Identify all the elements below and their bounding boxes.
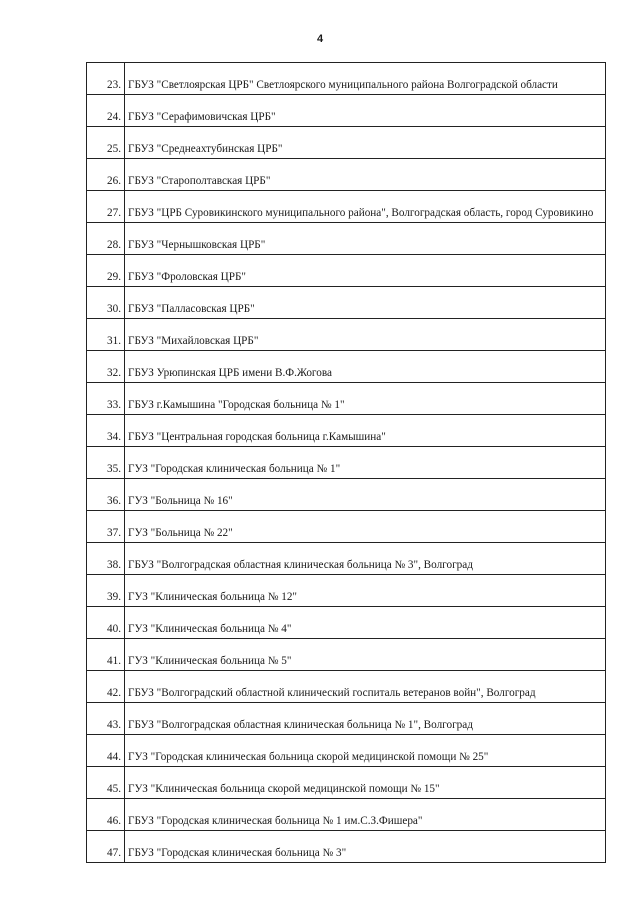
row-number: 31.	[87, 319, 125, 351]
table-row	[87, 543, 606, 575]
page-number: 4	[316, 33, 324, 45]
institution-name-cell	[125, 319, 606, 351]
table-row	[87, 575, 606, 607]
institution-name: ГБУЗ г.Камышина "Городская больница № 1"	[128, 399, 345, 411]
row-number: 35.	[87, 447, 125, 479]
row-number: 30.	[87, 287, 125, 319]
institution-name: ГУЗ "Городская клиническая больница № 1"	[128, 463, 341, 475]
row-number: 43.	[87, 703, 125, 735]
table-row	[87, 127, 606, 159]
institution-name-cell	[125, 799, 606, 831]
institution-name: ГБУЗ "Волгоградская областная клиническая больница № 3", Волгоград	[128, 559, 473, 571]
table-row	[87, 415, 606, 447]
institution-name-cell	[125, 479, 606, 511]
table-row	[87, 287, 606, 319]
institution-name-cell	[125, 287, 606, 319]
row-number: 40.	[87, 607, 125, 639]
institution-name-cell	[125, 255, 606, 287]
institution-name: ГБУЗ Урюпинская ЦРБ имени В.Ф.Жогова	[128, 367, 332, 379]
row-number: 28.	[87, 223, 125, 255]
row-number: 47.	[87, 831, 125, 863]
table-row	[87, 383, 606, 415]
institution-name: ГБУЗ "ЦРБ Суровикинского муниципального района", Волгоградская область, город Суровикино	[128, 207, 594, 219]
institution-name-cell	[125, 127, 606, 159]
institution-name: ГБУЗ "Городская клиническая больница № 1 им.С.З.Фишера"	[128, 815, 423, 827]
institution-name: ГУЗ "Городская клиническая больница скорой медицинской помощи № 25"	[128, 751, 489, 763]
institution-name-cell	[125, 511, 606, 543]
row-number: 25.	[87, 127, 125, 159]
row-number: 45.	[87, 767, 125, 799]
table-row	[87, 767, 606, 799]
institution-name-cell	[125, 351, 606, 383]
table-row	[87, 799, 606, 831]
table-row	[87, 63, 606, 95]
institution-name-cell	[125, 703, 606, 735]
table-row	[87, 159, 606, 191]
row-number: 44.	[87, 735, 125, 767]
table-row	[87, 735, 606, 767]
row-number: 33.	[87, 383, 125, 415]
hospital-list-table	[86, 62, 606, 863]
row-number: 38.	[87, 543, 125, 575]
row-number: 23.	[87, 63, 125, 95]
institution-name: ГБУЗ "Старополтавская ЦРБ"	[128, 175, 271, 187]
institution-name: ГУЗ "Клиническая больница № 12"	[128, 591, 297, 603]
table-row	[87, 639, 606, 671]
institution-name: ГУЗ "Больница № 16"	[128, 495, 233, 507]
institution-name: ГБУЗ "Чернышковская ЦРБ"	[128, 239, 266, 251]
row-number: 39.	[87, 575, 125, 607]
institution-name: ГУЗ "Клиническая больница скорой медицинской помощи № 15"	[128, 783, 440, 795]
row-number: 34.	[87, 415, 125, 447]
institution-name: ГБУЗ "Светлоярская ЦРБ" Светлоярского муниципального района Волгоградской области	[128, 79, 558, 91]
table-row	[87, 191, 606, 223]
institution-name-cell	[125, 575, 606, 607]
table-row	[87, 703, 606, 735]
table-row	[87, 95, 606, 127]
institution-name: ГБУЗ "Центральная городская больница г.Камышина"	[128, 431, 386, 443]
row-number: 36.	[87, 479, 125, 511]
row-number: 27.	[87, 191, 125, 223]
table-row	[87, 223, 606, 255]
row-number: 42.	[87, 671, 125, 703]
row-number: 37.	[87, 511, 125, 543]
institution-name-cell	[125, 447, 606, 479]
table-row	[87, 511, 606, 543]
hospital-list-body	[87, 63, 606, 863]
institution-name: ГБУЗ "Волгоградская областная клиническая больница № 1", Волгоград	[128, 719, 473, 731]
institution-name: ГУЗ "Клиническая больница № 5"	[128, 655, 292, 667]
table-row	[87, 319, 606, 351]
institution-name: ГБУЗ "Городская клиническая больница № 3"	[128, 847, 347, 859]
institution-name-cell	[125, 415, 606, 447]
institution-name-cell	[125, 191, 606, 223]
institution-name-cell	[125, 159, 606, 191]
table-row	[87, 607, 606, 639]
institution-name-cell	[125, 543, 606, 575]
institution-name-cell	[125, 607, 606, 639]
institution-name: ГБУЗ "Серафимовичская ЦРБ"	[128, 111, 276, 123]
row-number: 26.	[87, 159, 125, 191]
institution-name-cell	[125, 767, 606, 799]
institution-name-cell	[125, 383, 606, 415]
institution-name-cell	[125, 95, 606, 127]
table-row	[87, 447, 606, 479]
table-row	[87, 255, 606, 287]
institution-name-cell	[125, 831, 606, 863]
institution-name-cell	[125, 639, 606, 671]
institution-name: ГБУЗ "Палласовская ЦРБ"	[128, 303, 255, 315]
institution-name-cell	[125, 671, 606, 703]
institution-name-cell	[125, 223, 606, 255]
institution-name: ГБУЗ "Волгоградский областной клинический госпиталь ветеранов войн", Волгоград	[128, 687, 536, 699]
institution-name: ГБУЗ "Михайловская ЦРБ"	[128, 335, 259, 347]
row-number: 29.	[87, 255, 125, 287]
institution-name-cell	[125, 63, 606, 95]
row-number: 46.	[87, 799, 125, 831]
institution-name: ГБУЗ "Фроловская ЦРБ"	[128, 271, 246, 283]
table-row	[87, 831, 606, 863]
row-number: 24.	[87, 95, 125, 127]
table-row	[87, 671, 606, 703]
institution-name: ГУЗ "Клиническая больница № 4"	[128, 623, 292, 635]
table-row	[87, 479, 606, 511]
institution-name-cell	[125, 735, 606, 767]
row-number: 41.	[87, 639, 125, 671]
institution-name: ГУЗ "Больница № 22"	[128, 527, 233, 539]
row-number: 32.	[87, 351, 125, 383]
institution-name: ГБУЗ "Среднеахтубинская ЦРБ"	[128, 143, 283, 155]
table-row	[87, 351, 606, 383]
